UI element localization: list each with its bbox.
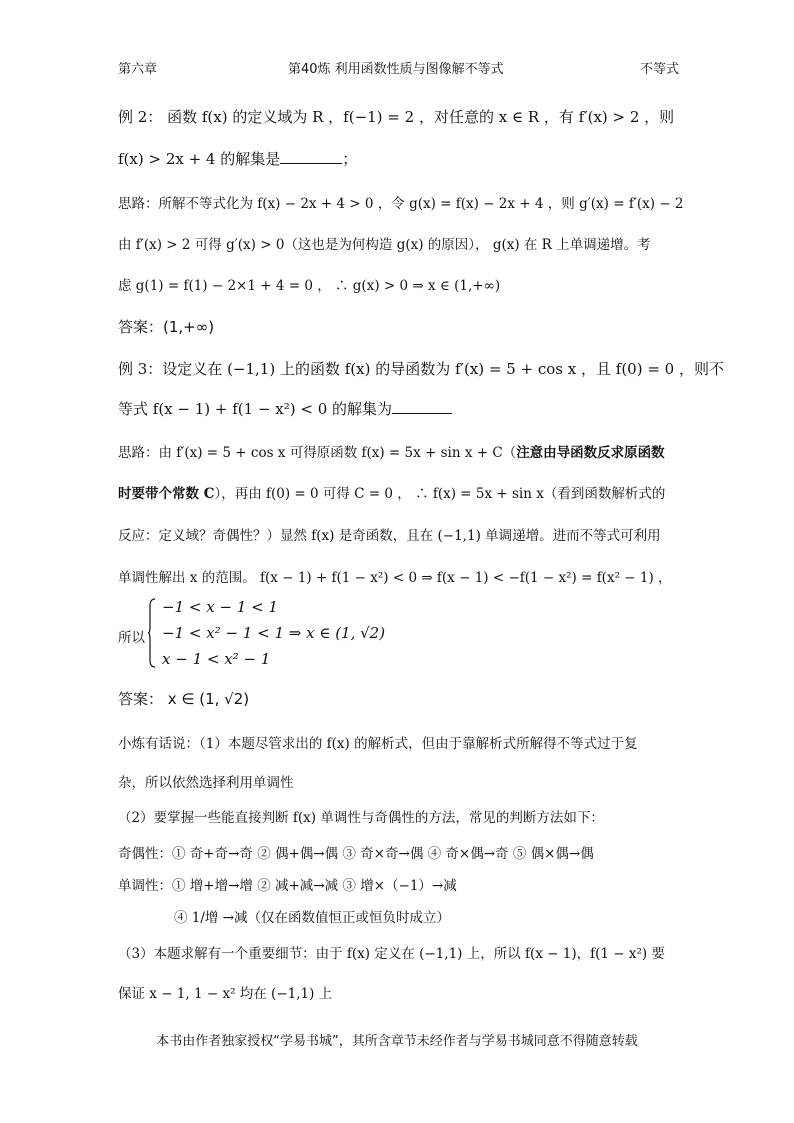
- summary-line8: 保证 x − 1, 1 − x² 均在 (−1,1) 上: [118, 986, 333, 1002]
- inequality-system: [118, 598, 518, 672]
- idea-text: ），再由 f(0) = 0 可得 C = 0 ， ∴ f(x) = 5x + sin x（看到函数解析式的: [214, 486, 666, 502]
- example3-statement-line2: [118, 398, 678, 419]
- example3-idea-line1: [118, 441, 678, 461]
- system-row1: −1 < x − 1 < 1: [162, 598, 278, 616]
- parity-rules: 奇偶性：① 奇+奇→奇 ② 偶+偶→偶 ③ 奇×奇→偶 ④ 奇×偶→奇 ⑤ 偶×偶→偶: [118, 846, 594, 862]
- example3-answer: 答案： x ∈ (1, √2): [118, 690, 250, 708]
- summary-line2: 杂，所以依然选择利用单调性: [118, 775, 294, 791]
- example3-inequality: 等式 f(x − 1) + f(1 − x²) < 0 的解集为: [118, 400, 393, 418]
- example3-idea-line4: 单调性解出 x 的范围。 f(x − 1) + f(1 − x²) < 0 ⇒ f(x − 1) < −f(1 − x²) = f(x² − 1) ，: [118, 570, 672, 586]
- example2-statement-line2: [118, 148, 678, 169]
- copyright-footer: 本书由作者独家授权“学易书城”，其所含章节未经作者与学易书城同意不得随意转载: [156, 1034, 638, 1049]
- example2-semicolon: ；: [342, 150, 358, 168]
- example2-idea-line2: 由 f′(x) > 2 可得 g′(x) > 0（这也是为何构造 g(x) 的原因）， g(x) 在 R 上单调递增。考: [118, 237, 651, 253]
- section-title: 第40炼 利用函数性质与图像解不等式: [288, 62, 504, 77]
- monotonicity-rule-4: ④ 1/增 →减（仅在函数值恒正或恒负时成立）: [174, 910, 451, 926]
- summary-line3: （2）要掌握一些能直接判断 f(x) 单调性与奇偶性的方法，常见的判断方法如下：: [118, 810, 604, 826]
- answer-blank: [392, 399, 452, 414]
- example3-idea-line2: [118, 482, 678, 502]
- example2-statement-line1: 例 2： 函数 f(x) 的定义域为 R ，f(−1) = 2 ，对任意的 x ∈ R ，有 f′(x) > 2 ，则: [118, 108, 675, 126]
- idea-text: 思路：由 f′(x) = 5 + cos x 可得原函数 f(x) = 5x + sin x + C（: [118, 445, 517, 461]
- example2-idea-line1: 思路：所解不等式化为 f(x) − 2x + 4 > 0 ，令 g(x) = f(x) − 2x + 4 ，则 g′(x) = f′(x) − 2: [118, 196, 684, 212]
- idea-emphasis: 注意由导函数反求原函数: [516, 445, 665, 461]
- example2-inequality: f(x) > 2x + 4 的解集是: [118, 150, 281, 168]
- system-row3: x − 1 < x² − 1: [162, 650, 271, 668]
- left-brace-icon: [148, 598, 156, 668]
- system-row2: −1 < x² − 1 < 1 ⇒ x ∈ (1, √2): [162, 624, 386, 642]
- summary-line1: 小炼有话说：（1）本题尽管求出的 f(x) 的解析式，但由于靠解析式所解得不等式过于复: [118, 736, 638, 752]
- example2-idea-line3: 虑 g(1) = f(1) − 2×1 + 4 = 0 ， ∴ g(x) > 0 ⇒ x ∈ (1,+∞): [118, 278, 501, 294]
- summary-line7: （3）本题求解有一个重要细节：由于 f(x) 定义在 (−1,1) 上，所以 f(x − 1)，f(1 − x²) 要: [118, 946, 665, 962]
- answer-blank: [280, 149, 342, 164]
- chapter-label: 第六章: [118, 62, 158, 77]
- example3-idea-line3: 反应：定义域？奇偶性？）显然 f(x) 是奇函数，且在 (−1,1) 单调递增。进而不等式可利用: [118, 528, 661, 544]
- example2-answer: 答案：(1,+∞): [118, 318, 215, 336]
- therefore-label: 所以: [118, 630, 145, 646]
- topic-label: 不等式: [640, 62, 680, 77]
- monotonicity-rules: 单调性：① 增+增→增 ② 减+减→减 ③ 增×（−1）→减: [118, 878, 457, 894]
- idea-emphasis: 时要带个常数 C: [118, 486, 215, 502]
- example3-statement-line1: 例 3：设定义在 (−1,1) 上的函数 f(x) 的导函数为 f′(x) = 5 + cos x ，且 f(0) = 0 ，则不: [118, 360, 724, 378]
